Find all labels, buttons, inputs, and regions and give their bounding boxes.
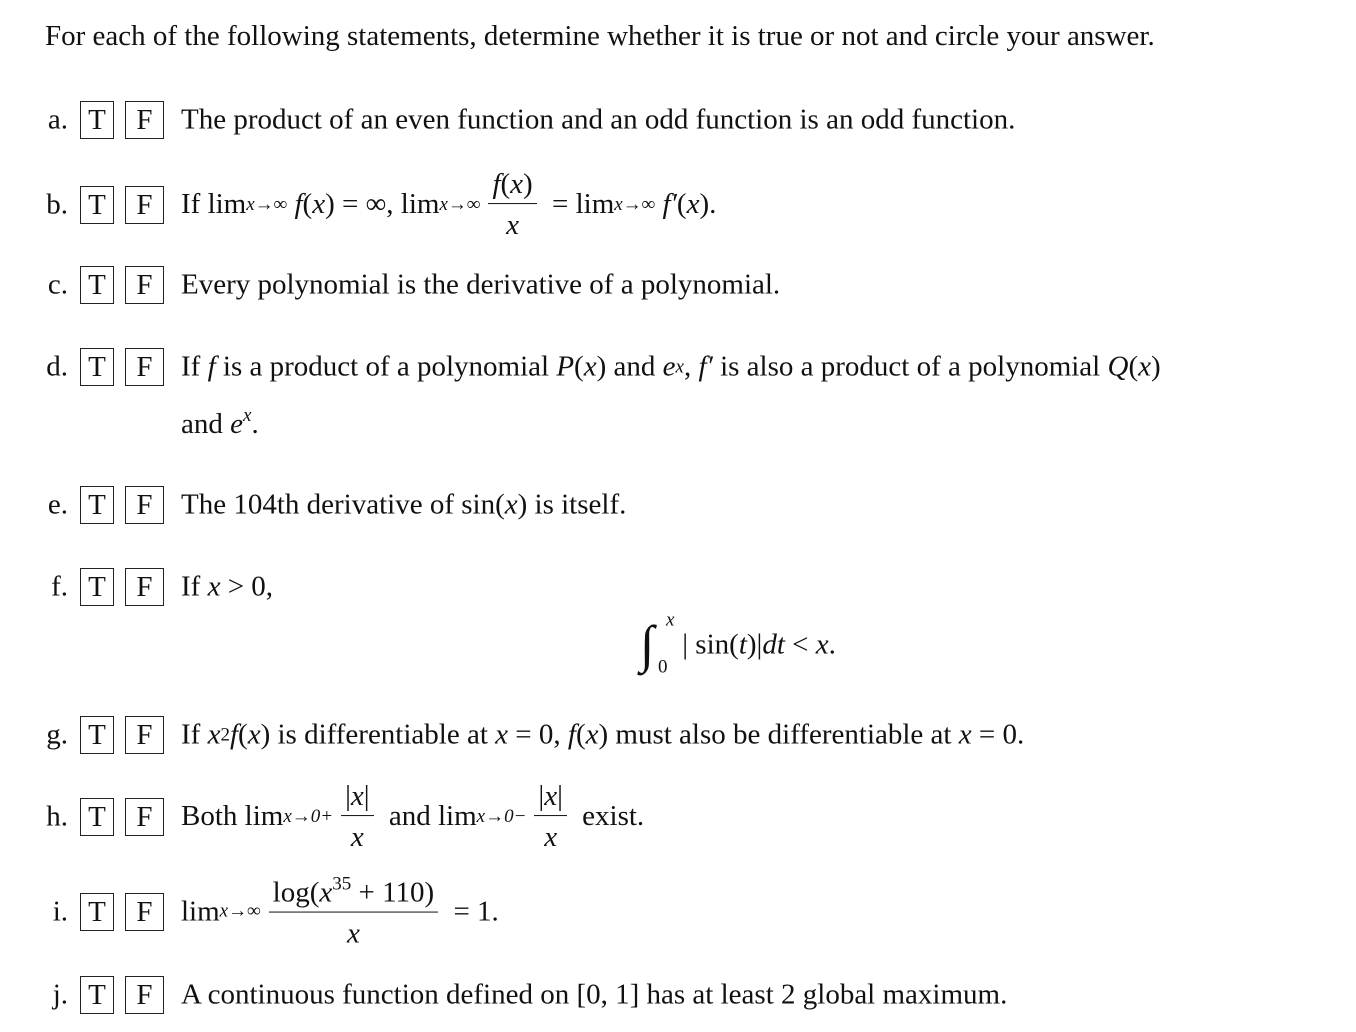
math-variable: x [506, 209, 520, 242]
math-variable: f [492, 168, 501, 201]
question-statement [181, 781, 644, 853]
fraction-denominator [544, 817, 557, 853]
question-statement [181, 489, 626, 522]
question-item [0, 268, 1356, 301]
math-variable: x [583, 350, 597, 383]
question-label: d. [46, 350, 68, 383]
math-text: ) = ∞, lim [325, 188, 440, 221]
math-subscript: x→0+ [283, 806, 334, 827]
math-text: log( [272, 876, 320, 909]
math-text: ). [699, 188, 717, 221]
integral-upper-limit: x [666, 609, 675, 631]
fraction-numerator [488, 169, 536, 204]
instructions: For each of the following statements, determine whether it is true or not and circle your answer. [45, 20, 1155, 52]
math-variable: x [312, 188, 326, 221]
fraction-numerator [341, 781, 374, 816]
question-label: h. [46, 800, 68, 833]
fraction-denominator [347, 913, 360, 949]
fraction-denominator [351, 817, 364, 853]
math-text: and lim [381, 800, 477, 833]
math-variable: x [247, 718, 261, 751]
math-text: The product of an even function and an odd function is an odd function. [181, 103, 1016, 136]
math-variable: x [585, 718, 599, 751]
math-text: If lim [181, 188, 247, 221]
fraction-denominator [506, 205, 519, 241]
math-text: ( [575, 718, 586, 751]
true-option-box[interactable]: T [80, 348, 114, 386]
math-text [655, 189, 662, 222]
math-text: = 1. [446, 895, 499, 928]
false-option-box[interactable]: F [125, 348, 164, 386]
math-variable: f [294, 188, 303, 221]
math-text: ( [676, 188, 687, 221]
fraction [488, 169, 536, 241]
math-variable: x [495, 718, 509, 751]
false-option-box[interactable]: F [125, 486, 164, 524]
math-variable: Q [1107, 350, 1129, 383]
math-variable: x [510, 168, 524, 201]
false-option-box[interactable]: F [125, 893, 164, 931]
fraction [534, 781, 567, 853]
math-variable: f [229, 718, 239, 751]
true-option-box[interactable]: T [80, 716, 114, 754]
question-item [0, 718, 1356, 751]
math-variable: x [815, 628, 829, 661]
question-statement-continued [181, 405, 259, 441]
true-option-box[interactable]: T [80, 101, 114, 139]
math-text: . [828, 628, 836, 661]
math-text: If [181, 718, 208, 751]
question-label: b. [46, 188, 68, 221]
math-text: | [557, 780, 563, 813]
math-text: lim [181, 895, 220, 928]
math-variable: P [556, 350, 575, 383]
false-option-box[interactable]: F [125, 568, 164, 606]
math-text: Both lim [181, 800, 284, 833]
math-variable: x [319, 876, 333, 909]
question-label: g. [46, 718, 68, 751]
display-equation [640, 609, 836, 678]
math-text [287, 189, 294, 222]
question-label: i. [52, 895, 68, 928]
question-item [0, 103, 1356, 136]
math-superscript: 35 [332, 873, 352, 895]
math-text: If [181, 570, 208, 603]
question-label: j. [52, 978, 68, 1011]
false-option-box[interactable]: F [125, 266, 164, 304]
question-item [0, 168, 1356, 242]
question-label: f. [51, 570, 68, 603]
math-superscript: 2 [220, 724, 230, 745]
math-text: ) and [596, 350, 663, 383]
math-variable: f [567, 718, 576, 751]
math-text: > 0, [220, 570, 274, 603]
math-variable: x [350, 821, 364, 854]
math-text: | [363, 780, 370, 813]
fraction [341, 781, 374, 853]
false-option-box[interactable]: F [125, 716, 164, 754]
true-option-box[interactable]: T [80, 266, 114, 304]
true-option-box[interactable]: T [80, 568, 114, 606]
math-text: is a product of a polynomial [215, 350, 557, 383]
math-subscript: x→∞ [219, 901, 261, 922]
math-variable: f′ [698, 350, 713, 383]
question-statement [181, 571, 273, 604]
math-text: | [538, 780, 545, 813]
math-text: and [181, 408, 231, 440]
question-label: e. [47, 488, 68, 521]
false-option-box[interactable]: F [125, 186, 164, 224]
true-option-box[interactable]: T [80, 976, 114, 1014]
question-statement [181, 104, 1015, 137]
question-label: a. [47, 103, 68, 136]
math-text: ( [302, 188, 313, 221]
math-variable: x [958, 718, 972, 751]
question-statement [181, 979, 1007, 1012]
true-option-box[interactable]: T [80, 893, 114, 931]
math-subscript: x→∞ [439, 194, 481, 215]
false-option-box[interactable]: F [125, 976, 164, 1014]
math-text: exist. [574, 800, 645, 833]
question-item [0, 350, 1356, 440]
math-text: The 104th derivative of sin( [181, 488, 505, 521]
math-variable: f′ [662, 188, 677, 221]
math-variable: x [207, 570, 221, 603]
math-text: | sin( [682, 628, 739, 661]
fraction [269, 875, 439, 950]
math-variable: x [504, 488, 518, 521]
math-subscript: x→∞ [614, 194, 656, 215]
question-item [0, 780, 1356, 854]
math-text: is also a product of a polynomial [712, 350, 1108, 383]
math-variable: x [207, 718, 221, 751]
question-statement [181, 719, 1024, 752]
math-variable: e [662, 350, 676, 383]
math-text: Every polynomial is the derivative of a polynomial. [181, 268, 781, 301]
fraction-numerator [534, 781, 567, 816]
math-variable: t [738, 628, 747, 661]
question-item [0, 570, 1356, 678]
question-statement [181, 875, 499, 950]
question-item [0, 978, 1356, 1011]
true-option-box[interactable]: T [80, 798, 114, 836]
math-text: = lim [544, 188, 615, 221]
math-variable: x [686, 188, 700, 221]
math-superscript: x [675, 356, 684, 377]
math-superscript: x [243, 405, 252, 426]
question-statement [181, 269, 780, 302]
math-text: ) [523, 168, 533, 201]
math-variable: x [544, 821, 558, 854]
math-text: = 0, [508, 718, 568, 751]
math-text: ( [238, 718, 248, 751]
math-text: A continuous function defined on [0, 1] has at least 2 global maximum. [181, 978, 1008, 1011]
question-label: c. [47, 268, 68, 301]
math-text: )| [746, 628, 763, 661]
math-text: < [784, 628, 816, 661]
false-option-box[interactable]: F [125, 101, 164, 139]
math-text: If [181, 350, 208, 383]
math-text: , [683, 350, 699, 383]
math-variable: x [350, 780, 364, 813]
math-text: ( [574, 350, 584, 383]
math-text: ) must also be differentiable at [598, 718, 959, 751]
question-item [0, 488, 1356, 521]
math-variable: f [207, 350, 216, 383]
math-variable: x [346, 918, 360, 950]
math-subscript: x→0− [476, 806, 527, 827]
fraction-numerator [269, 875, 439, 913]
math-variable: x [1138, 350, 1151, 383]
math-text: = 0. [971, 718, 1025, 751]
question-item [0, 873, 1356, 950]
integral-lower-limit: 0 [658, 656, 668, 678]
math-variable: e [230, 408, 243, 440]
integral-sign: ∫ x 0 [640, 609, 675, 678]
true-option-box[interactable]: T [80, 486, 114, 524]
question-statement [181, 169, 716, 241]
question-statement [181, 351, 1161, 384]
math-text: + 110) [351, 876, 435, 909]
math-text: ( [500, 168, 511, 201]
math-text: ) is itself. [517, 488, 627, 521]
math-text: ) [1151, 350, 1161, 383]
math-subscript: x→∞ [246, 194, 288, 215]
math-variable: dt [762, 628, 785, 661]
math-variable: x [544, 780, 558, 813]
math-text: ) is differentiable at [260, 718, 496, 751]
true-option-box[interactable]: T [80, 186, 114, 224]
false-option-box[interactable]: F [125, 798, 164, 836]
math-text: | [345, 780, 351, 813]
math-text: ( [1128, 350, 1139, 383]
math-text: . [251, 408, 259, 440]
